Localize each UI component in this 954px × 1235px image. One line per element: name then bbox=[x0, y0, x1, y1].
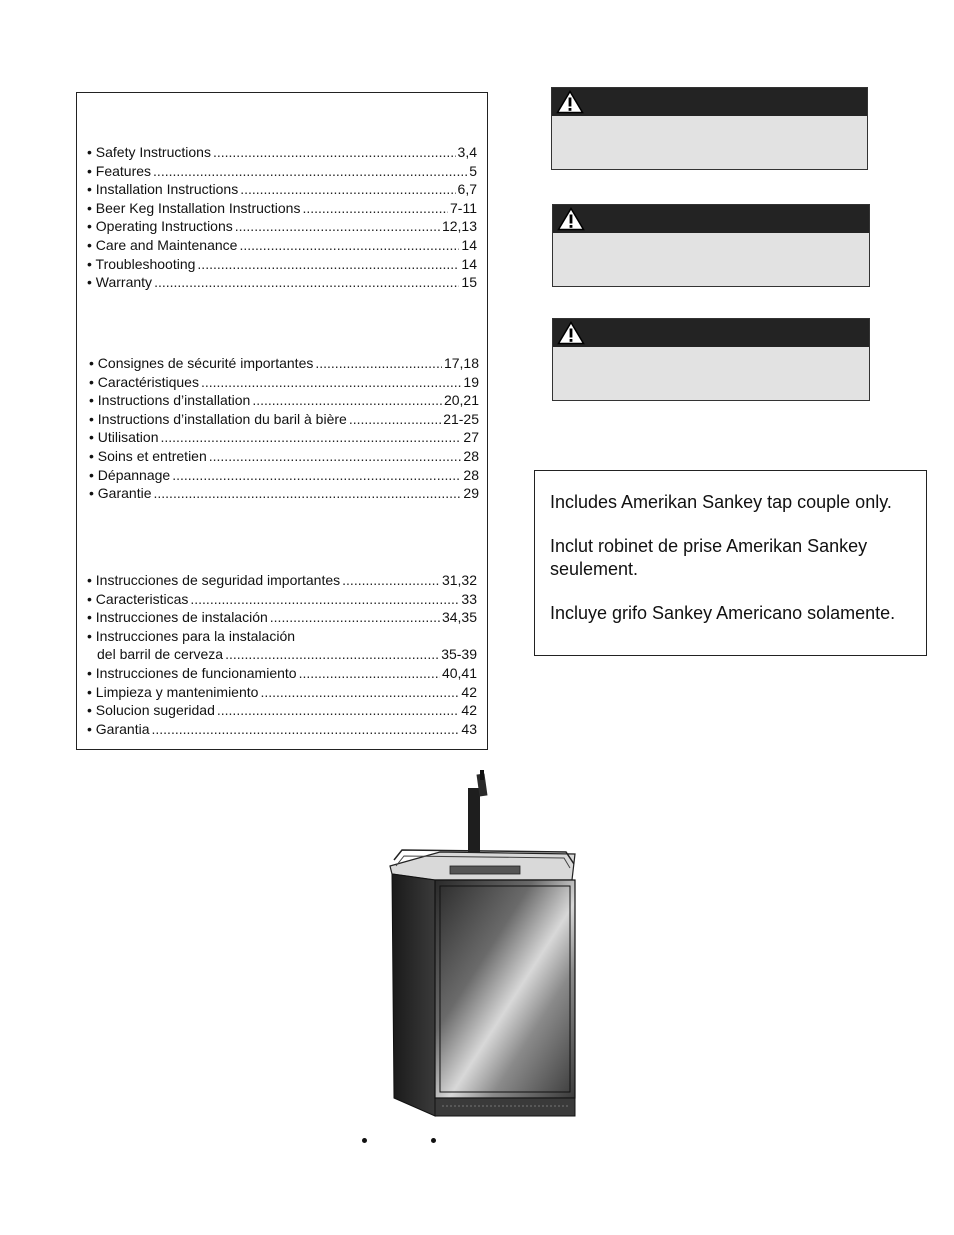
toc-leader-dots bbox=[252, 391, 442, 410]
toc-entry-label: • Care and Maintenance bbox=[87, 236, 238, 253]
toc-entry-page: 29 bbox=[463, 485, 479, 502]
toc-entry bbox=[87, 664, 477, 683]
warning-triangle-icon bbox=[557, 207, 585, 231]
toc-entry bbox=[89, 484, 479, 503]
toc-entry-page: 7-11 bbox=[450, 199, 477, 216]
note-spanish: Incluye grifo Sankey Americano solamente. bbox=[550, 603, 896, 623]
toc-entry bbox=[89, 410, 479, 429]
warning-header bbox=[553, 319, 869, 347]
toc-entry-page: 40,41 bbox=[441, 664, 477, 681]
toc-entry-label: • Garantia bbox=[87, 720, 150, 737]
toc-entry bbox=[87, 255, 477, 274]
toc-leader-dots bbox=[225, 645, 439, 664]
toc-leader-dots bbox=[197, 255, 459, 274]
toc-entry bbox=[89, 447, 479, 466]
warning-box-1 bbox=[551, 87, 868, 170]
toc-entry-label: • Instrucciones de funcionamiento bbox=[87, 664, 297, 681]
toc-entry bbox=[87, 645, 477, 664]
toc-entry-page: 6,7 bbox=[457, 181, 477, 198]
toc-english bbox=[87, 143, 477, 292]
warning-header bbox=[552, 88, 867, 116]
toc-entry-page: 31,32 bbox=[441, 572, 477, 588]
toc-entry-label: • Beer Keg Installation Instructions bbox=[87, 199, 301, 216]
toc-entry-page: 3,4 bbox=[457, 144, 477, 160]
toc-leader-dots bbox=[235, 217, 440, 236]
toc-entry-page: 5 bbox=[469, 162, 477, 179]
warning-box-2 bbox=[552, 204, 870, 287]
toc-leader-dots bbox=[299, 664, 440, 683]
toc-entry-label: • Instrucciones de instalación bbox=[87, 609, 268, 626]
toc-entry-label: • Caractéristiques bbox=[89, 373, 199, 390]
toc-entry-label: • Soins et entretien bbox=[89, 447, 207, 464]
kegerator-image bbox=[380, 768, 610, 1120]
toc-french bbox=[89, 354, 479, 503]
toc-entry-label: • Solucion sugeridad bbox=[87, 702, 215, 719]
toc-entry-page: 17,18 bbox=[443, 355, 479, 371]
toc-leader-dots bbox=[260, 683, 459, 702]
toc-entry-page: 27 bbox=[463, 429, 479, 446]
toc-leader-dots bbox=[152, 720, 460, 739]
toc-entry-page: 28 bbox=[463, 466, 479, 483]
warning-box-3 bbox=[552, 318, 870, 401]
toc-entry bbox=[87, 180, 477, 199]
toc-leader-dots bbox=[213, 143, 456, 162]
toc-leader-dots bbox=[190, 590, 459, 609]
toc-leader-dots bbox=[217, 701, 460, 720]
toc-entry bbox=[87, 162, 477, 181]
toc-entry bbox=[87, 273, 477, 292]
toc-entry-label: • Operating Instructions bbox=[87, 218, 233, 235]
toc-leader-dots bbox=[209, 447, 462, 466]
toc-leader-dots bbox=[315, 354, 442, 373]
toc-entry-page: 19 bbox=[463, 373, 479, 390]
toc-entry-page: 21-25 bbox=[443, 410, 479, 427]
toc-entry-page: 43 bbox=[461, 720, 477, 737]
toc-entry bbox=[87, 701, 477, 720]
toc-leader-dots bbox=[302, 199, 448, 218]
toc-leader-dots bbox=[240, 180, 455, 199]
toc-entry-label: • Safety Instructions bbox=[87, 144, 211, 160]
toc-spanish bbox=[87, 571, 477, 738]
toc-entry bbox=[87, 590, 477, 609]
toc-entry-label: • Installation Instructions bbox=[87, 181, 239, 198]
toc-leader-dots bbox=[172, 466, 461, 485]
toc-entry-page: 34,35 bbox=[441, 609, 477, 626]
toc-entry bbox=[87, 608, 477, 627]
warning-header bbox=[553, 205, 869, 233]
toc-entry-label: del barril de cerveza bbox=[97, 646, 224, 663]
toc-entry bbox=[87, 217, 477, 236]
toc-leader-dots bbox=[153, 162, 467, 181]
toc-entry-label: • Instructions d’installation bbox=[89, 392, 251, 409]
toc-entry-label: • Troubleshooting bbox=[87, 255, 196, 272]
bullet-dot bbox=[362, 1138, 367, 1143]
toc-entry bbox=[87, 571, 477, 590]
toc-entry-page: 14 bbox=[461, 236, 477, 253]
toc-entry bbox=[89, 466, 479, 485]
toc-entry bbox=[87, 627, 477, 646]
bullet-dot bbox=[431, 1138, 436, 1143]
toc-entry-page: 12,13 bbox=[441, 218, 477, 235]
toc-entry-label: • Consignes de sécurité importantes bbox=[89, 355, 314, 371]
toc-leader-dots bbox=[201, 373, 461, 392]
toc-entry-label: • Instrucciones de seguridad importantes bbox=[87, 572, 341, 588]
toc-entry-label: • Features bbox=[87, 162, 152, 179]
toc-leader-dots bbox=[154, 484, 462, 503]
toc-entry-label: • Instructions d’installation du baril à bière bbox=[89, 410, 347, 427]
toc-leader-dots bbox=[160, 428, 461, 447]
toc-entry-page: 42 bbox=[461, 683, 477, 700]
toc-entry bbox=[87, 199, 477, 218]
toc-entry bbox=[89, 354, 479, 373]
toc-entry bbox=[87, 683, 477, 702]
toc-leader-dots bbox=[349, 410, 441, 429]
toc-entry-page: 42 bbox=[461, 702, 477, 719]
toc-entry bbox=[87, 143, 477, 162]
toc-entry-page: 14 bbox=[461, 255, 477, 272]
note-french: Inclut robinet de prise Amerikan Sankey seulement. bbox=[550, 536, 868, 579]
toc-entry bbox=[87, 236, 477, 255]
toc-leader-dots bbox=[154, 273, 459, 292]
toc-entry-label: • Utilisation bbox=[89, 429, 159, 446]
toc-entry bbox=[89, 428, 479, 447]
table-of-contents bbox=[76, 92, 488, 750]
toc-entry-page: 15 bbox=[461, 274, 477, 291]
toc-entry-label: • Garantie bbox=[89, 485, 152, 502]
toc-leader-dots bbox=[270, 608, 440, 627]
toc-entry-label: • Limpieza y mantenimiento bbox=[87, 683, 259, 700]
toc-entry-page: 28 bbox=[463, 447, 479, 464]
note-english: Includes Amerikan Sankey tap couple only. bbox=[550, 492, 892, 512]
toc-entry-page: 35-39 bbox=[441, 646, 477, 663]
toc-leader-dots bbox=[239, 236, 459, 255]
toc-entry bbox=[89, 373, 479, 392]
toc-entry-label: • Dépannage bbox=[89, 466, 171, 483]
warning-triangle-icon bbox=[556, 90, 584, 114]
toc-entry-page: 20,21 bbox=[443, 392, 479, 409]
toc-entry bbox=[89, 391, 479, 410]
toc-entry bbox=[87, 720, 477, 739]
toc-leader-dots bbox=[342, 571, 440, 590]
tap-couple-note bbox=[534, 470, 927, 656]
toc-entry-label: • Instrucciones para la instalación bbox=[87, 627, 296, 644]
toc-entry-label: • Caracteristicas bbox=[87, 590, 189, 607]
warning-triangle-icon bbox=[557, 321, 585, 345]
toc-entry-page: 33 bbox=[461, 590, 477, 607]
toc-entry-label: • Warranty bbox=[87, 274, 153, 291]
